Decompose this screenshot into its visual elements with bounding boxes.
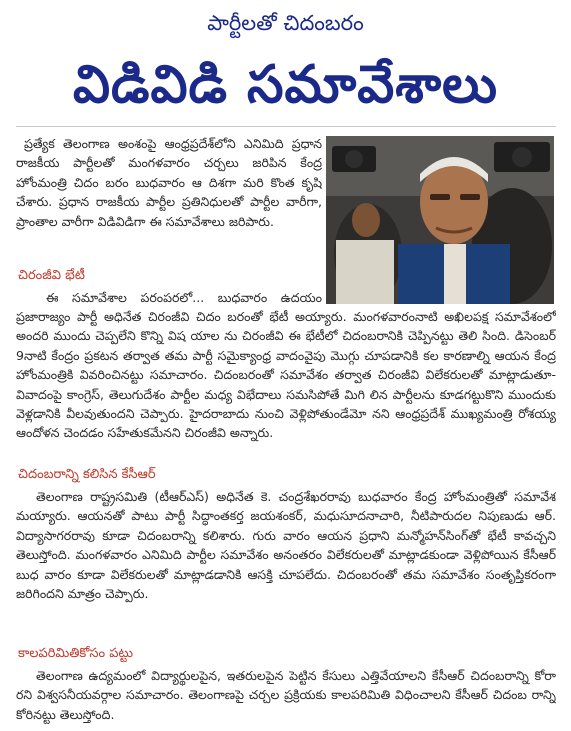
section-body-kcr: తెలంగాణ రాష్ట్రసమితి (టీఆర్ఎస్) అధినేత కె. చంద్రశేఖరరావు బుధవారం కేంద్ర హోంమంత్రితో సమావేశ మయ్యారు. ఆయనతో పాటు పార్టీ సిద్ధాంతకర్త జయశంకర్, మధుసూదనాచారి, నీటిపారుదల నిపుణుడు ఆర్. విద్యాసాగరరావు కూడా చిదంబరాన్ని కలిశారు. గురు వారం ఆయన ప్రధాని మన్మోహన్‌సింగ్‌తో భేటీ కావచ్చని తెలుస్తోంది. మంగళవారం ఎనిమిది పార్టీల సమావేశం అనంతరం విలేకరులతో మాట్లాడకుండా వెళ్లిపోయిన కేసీఆర్ బుధ వారం కూడా విలేకరులతో మాట్లాడడానికి ఆసక్తి చూపలేదు. చిదంబరంతో తమ సమావేశం సంతృప్తికరంగా జరిగిందని మాత్రం చెప్పారు.	[16, 489, 556, 602]
news-photo-image	[326, 136, 554, 304]
section-heading-chiranjeevi: చిరంజీవి భేటీ	[18, 268, 85, 283]
article-intro	[16, 134, 322, 262]
article-headline: విడివిడి సమావేశాలు	[73, 55, 498, 115]
article-kicker: పార్టీలతో చిదంబరం	[207, 11, 364, 35]
news-photo	[326, 136, 554, 304]
article-intro-text: ప్రత్యేక తెలంగాణ అంశంపై ఆంధ్రప్రదేశ్‌లోని ఎనిమిది ప్రధాన రాజకీయ పార్టీలతో మంగళవారం చర్చలు జరిపిన కేంద్ర హోంమంత్రి చిదం బరం బుధవారం ఆ దిశగా మరి కొంత కృషి చేశారు. ప్రధాన రాజకీయ పార్టీల ప్రతినిధులతో పార్టీల వారీగా, ప్రాంతాల వారీగా విడివిడిగా ఈ సమావేశాలు జరిపారు.	[16, 136, 322, 229]
headline-divider	[16, 126, 556, 127]
section-heading-deadline: కాలపరిమితికోసం పట్టు	[18, 646, 134, 661]
section-body-chiranjeevi: ప్రజారాజ్యం పార్టీ అధినేత చిరంజీవి చిదం బరంతో భేటీ అయ్యారు. మంగళవారంనాటి అఖిలపక్ష సమావేశంలో అందరి ముందు చెప్పలేని కొన్ని విష యాల ను చిరంజీవి ఈ భేటీలో చిదంబరానికి చెప్పినట్టు తెలి సింది. డిసెంబర్ 9నాటి కేంద్రం ప్రకటన తర్వాత తమ పార్టీ సమైక్యాంధ్ర వాదంవైపు మొగ్గు చూపడానికి కల కారణాల్ని ఆయన కేంద్ర హోంమంత్రికి వివరించినట్టు సమాచారం. చిదంబరంతో సమావేశం తర్వాత చిరంజీవి విలేకరులతో మాట్లాడుతూ- వివాదంపై కాంగ్రెస్, తెలుగుదేశం పార్టీల మధ్య విభేదాలు సమసిపోతే మిగి లిన పార్టీలను కూడగట్టుకొని ముందుకు వెళ్లడానికి వీలవుతుందని చెప్పారు. హైదరాబాదు నుంచి వెళ్లిపోతుండేమో నని ఆంధ్రప్రదేశ్ ముఖ్యమంత్రి రోశయ్య ఆందోళన చెందడం సహేతుకమేనని చిరంజీవి అన్నారు.	[16, 309, 556, 441]
section-heading-kcr: చిదంబరాన్ని కలిసిన కేసీఆర్	[18, 467, 156, 482]
section-lead-chiranjeevi: ఈ సమావేశాల పరంపరలో... బుధవారం ఉదయం	[46, 290, 322, 305]
section-body-deadline: తెలంగాణ ఉద్యమంలో విద్యార్థులపైన, ఇతరులపైన పెట్టిన కేసులు ఎత్తివేయాలని కేసీఆర్ చిదంబరాన్ని కోరా రని విశ్వసనీయవర్గాల సమాచారం. తెలంగాణపై చర్చల ప్రక్రియకు కాలపరిమితి విధించాలని కేసీఆర్ చిదంబ రాన్ని కోరినట్టు తెలుస్తోంది.	[16, 668, 556, 722]
